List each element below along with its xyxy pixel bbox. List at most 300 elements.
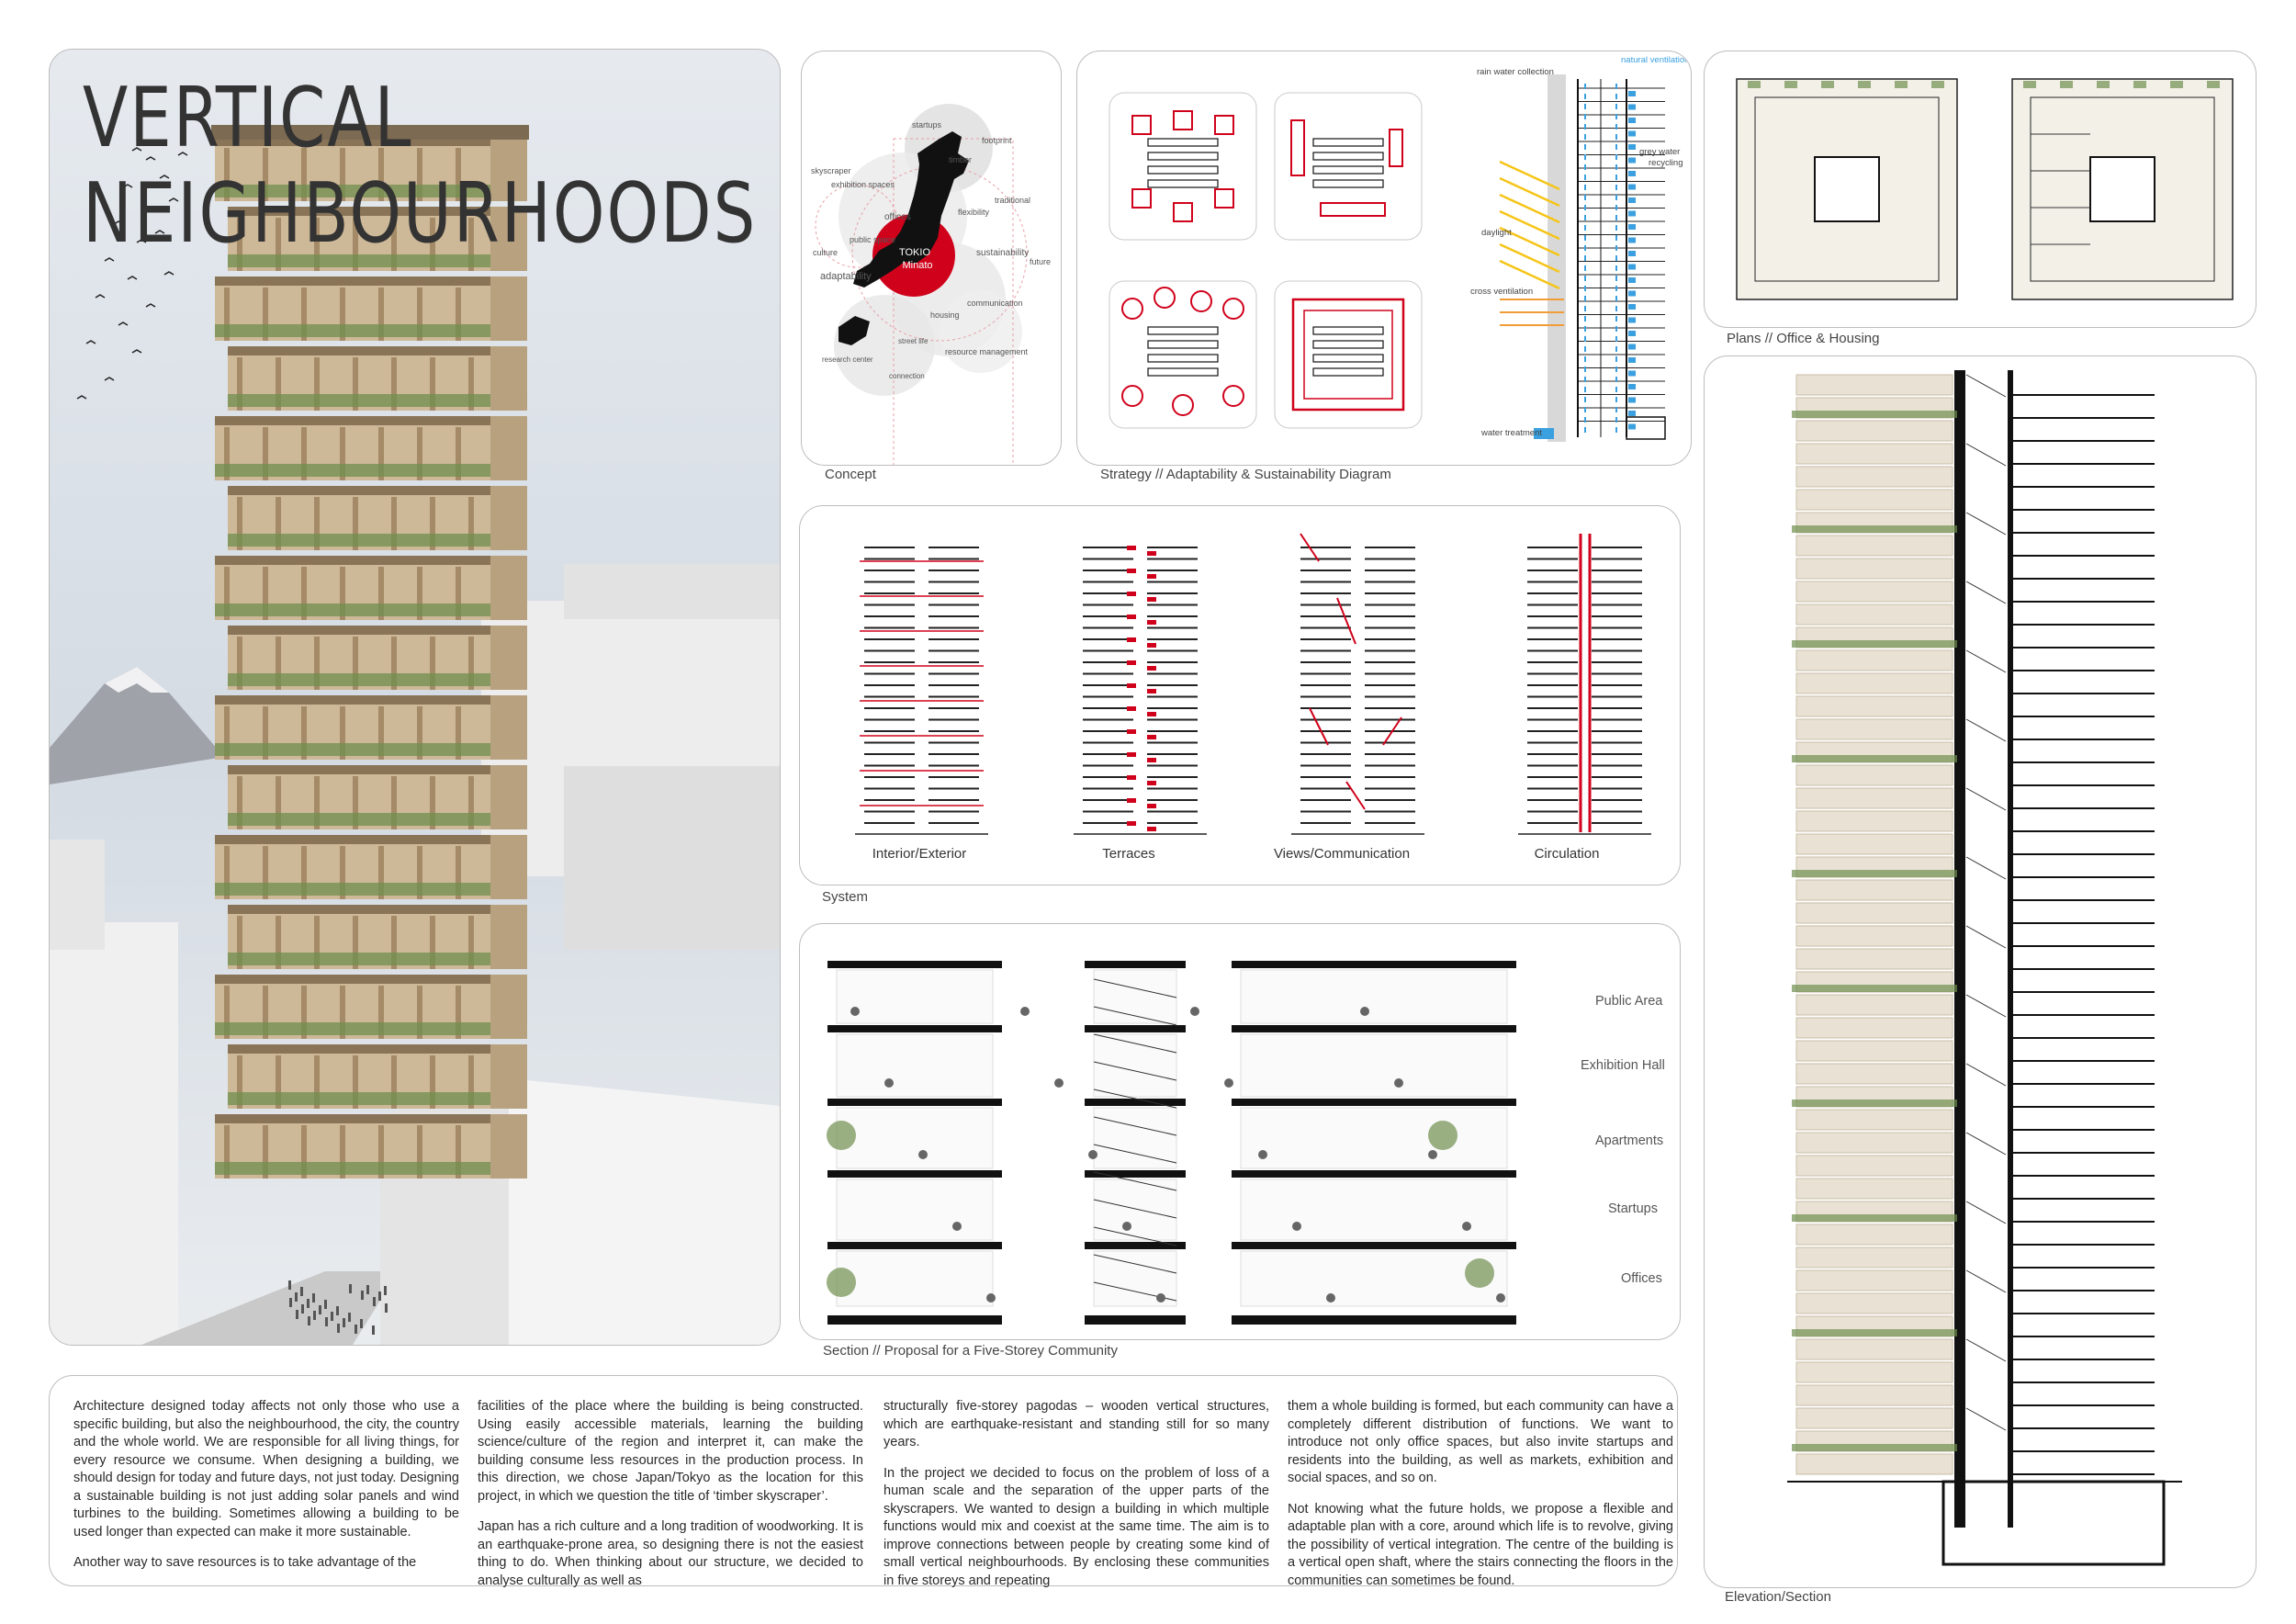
storey-slab bbox=[215, 276, 490, 286]
planter bbox=[215, 743, 490, 756]
paragraph: Not knowing what the future holds, we propose a flexible and adaptable plan with a core, around which life is to revolve, giving the possibility of vertical integration. The centre of the building is a vertical open shaft, where the stairs connecting the floors in the communities can sometimes be found. bbox=[1288, 1501, 1673, 1588]
pedestrian bbox=[295, 1292, 298, 1302]
water-mark bbox=[1628, 211, 1636, 217]
person bbox=[884, 1078, 894, 1088]
elevation-floor bbox=[1796, 1133, 1953, 1153]
concept-word: street life bbox=[898, 337, 929, 345]
planter bbox=[215, 324, 490, 337]
planter-mark bbox=[2097, 81, 2110, 88]
concept-word: communication bbox=[967, 299, 1023, 308]
water-mark bbox=[1628, 291, 1636, 297]
stair-flight bbox=[1966, 1133, 2006, 1155]
hero-render bbox=[49, 49, 781, 1346]
water-mark bbox=[1628, 251, 1636, 256]
concept-word: flexibility bbox=[958, 208, 990, 217]
pedestrian bbox=[319, 1305, 321, 1314]
elevation-floor bbox=[1796, 1408, 1953, 1428]
concept-word: exhibition spaces bbox=[831, 180, 895, 189]
tower-side bbox=[490, 765, 527, 829]
elevation-floor bbox=[1796, 995, 1953, 1015]
section-room bbox=[837, 1108, 993, 1168]
water-mark bbox=[1628, 371, 1636, 377]
storey-slab bbox=[228, 346, 490, 355]
pedestrian bbox=[373, 1297, 376, 1306]
person bbox=[1496, 1293, 1505, 1303]
terrace-mark bbox=[1127, 615, 1136, 619]
terrace-green bbox=[1792, 525, 1957, 533]
terrace-green bbox=[1792, 411, 1957, 418]
section-room bbox=[837, 970, 993, 1023]
elevation-floor bbox=[1796, 1362, 1953, 1382]
plant bbox=[1428, 1121, 1458, 1150]
terrace-mark bbox=[1147, 597, 1156, 602]
planter bbox=[228, 673, 490, 686]
stair-flight bbox=[1966, 1339, 2006, 1361]
pedestrian bbox=[343, 1318, 345, 1327]
terrace-green bbox=[1792, 985, 1957, 992]
elevation-floor bbox=[1796, 673, 1953, 694]
five-storey-section bbox=[800, 924, 1680, 1339]
pedestrian bbox=[378, 1291, 381, 1301]
function-label: Apartments bbox=[1595, 1133, 1664, 1148]
system-label-views: Views/Communication bbox=[1273, 846, 1411, 862]
paragraph: them a whole building is formed, but each community can have a completely different distribution of functions. We want to introduce not only office spaces, but also invite startups and residents into the building, as well as markets, exhibition and social spaces, and so on. bbox=[1288, 1399, 1673, 1485]
strategy-label: cross ventilation bbox=[1470, 287, 1534, 297]
system-panel bbox=[799, 505, 1681, 885]
pedestrian bbox=[349, 1284, 352, 1293]
water-mark bbox=[1628, 357, 1636, 363]
stair-flight bbox=[1966, 1064, 2006, 1086]
section-room bbox=[1094, 970, 1176, 1023]
storey-slab bbox=[215, 975, 490, 984]
section-slab bbox=[1085, 1242, 1186, 1249]
concept-word: culture bbox=[813, 248, 838, 257]
view-arrow bbox=[1346, 782, 1365, 809]
storey-slab bbox=[228, 486, 490, 495]
core-wall bbox=[1954, 370, 1965, 1528]
elevation-floor bbox=[1796, 444, 1953, 464]
function-label: Offices bbox=[1621, 1271, 1662, 1286]
elevation-floor bbox=[1796, 536, 1953, 556]
core-wall bbox=[2008, 370, 2013, 1528]
planter bbox=[215, 603, 490, 616]
system-caption: System bbox=[822, 889, 869, 905]
terrace-mark bbox=[1127, 637, 1136, 642]
terrace-mark bbox=[1147, 735, 1156, 739]
strategy-label: natural ventilation bbox=[1621, 55, 1690, 65]
water-mark bbox=[1628, 398, 1636, 403]
planter bbox=[228, 813, 490, 826]
terrace-mark bbox=[1147, 689, 1156, 694]
tower-side bbox=[490, 346, 527, 411]
elevation-floor bbox=[1796, 581, 1953, 602]
pedestrian bbox=[300, 1287, 303, 1296]
concept-word: footprint bbox=[982, 136, 1012, 145]
elevation-floor bbox=[1796, 421, 1953, 441]
person bbox=[1156, 1293, 1165, 1303]
pedestrian bbox=[289, 1298, 292, 1307]
elevation-floor bbox=[1796, 1156, 1953, 1176]
elevation-floor bbox=[1796, 1041, 1953, 1061]
concept-word: research center bbox=[822, 355, 873, 364]
elevation-floor bbox=[1796, 903, 1953, 923]
bird bbox=[86, 341, 96, 344]
concept-word: traditional bbox=[995, 196, 1031, 205]
planter bbox=[215, 1022, 490, 1035]
section-slab bbox=[1085, 1025, 1186, 1032]
section-slab bbox=[1085, 1099, 1186, 1106]
bird bbox=[96, 295, 105, 298]
terrace-mark bbox=[1147, 551, 1156, 556]
planter bbox=[228, 1092, 490, 1105]
person bbox=[1326, 1293, 1335, 1303]
concept-word: public space bbox=[850, 235, 896, 244]
elevation-floor bbox=[1796, 604, 1953, 625]
stair-flight bbox=[1966, 926, 2006, 948]
elevation-floor bbox=[1796, 490, 1953, 510]
terrace-green bbox=[1792, 755, 1957, 762]
concept-word: startups bbox=[912, 120, 942, 130]
concept-city: TOKIO bbox=[898, 247, 931, 258]
elevation-floor bbox=[1796, 811, 1953, 831]
pedestrian bbox=[348, 1313, 351, 1322]
concept-district: Minato bbox=[902, 260, 933, 271]
section-slab bbox=[1085, 1170, 1186, 1178]
planter-mark bbox=[2170, 81, 2183, 88]
text-column-2 bbox=[478, 1398, 863, 1603]
basement bbox=[1943, 1482, 2164, 1564]
function-label: Public Area bbox=[1595, 994, 1663, 1009]
person bbox=[986, 1293, 996, 1303]
section-slab bbox=[827, 1170, 1002, 1178]
section-slab bbox=[827, 1242, 1002, 1249]
paragraph: In the project we decided to focus on the problem of loss of a human scale and the separation of the upper parts of the skyscrapers. We wanted to design a building in which multiple functions would mix and coexist at the same time. The aim is to improve connections between people by creating some kind of small vertical neighbourhoods. By enclosing these communities in five storeys and repeating bbox=[884, 1465, 1269, 1588]
water-mark bbox=[1628, 185, 1636, 190]
terrace-mark bbox=[1147, 643, 1156, 648]
plans-panel bbox=[1704, 51, 2257, 328]
terrace-mark bbox=[1147, 827, 1156, 831]
water-mark bbox=[1628, 331, 1636, 336]
water-mark bbox=[1628, 197, 1636, 203]
stair-flight bbox=[1966, 444, 2006, 466]
water-mark bbox=[1628, 171, 1636, 176]
concept-panel bbox=[801, 51, 1062, 466]
person bbox=[1088, 1150, 1097, 1159]
section-slab bbox=[1232, 1242, 1516, 1249]
stair-flight bbox=[1966, 1270, 2006, 1292]
function-label: Exhibition Hall bbox=[1581, 1058, 1665, 1073]
elevation-floor bbox=[1796, 1270, 1953, 1291]
tower-side bbox=[490, 835, 527, 899]
elevation-floor bbox=[1796, 1385, 1953, 1405]
pedestrian bbox=[301, 1304, 304, 1314]
terrace-mark bbox=[1127, 775, 1136, 780]
section-room bbox=[1241, 1179, 1507, 1240]
planter-mark bbox=[2207, 81, 2220, 88]
bird bbox=[77, 396, 86, 399]
planter bbox=[228, 534, 490, 547]
strategy-label: grey water bbox=[1639, 147, 1681, 157]
water-mark bbox=[1628, 105, 1636, 110]
planter bbox=[215, 883, 490, 896]
bird bbox=[132, 350, 141, 353]
strategy-label: recycling bbox=[1649, 158, 1683, 168]
tower-side bbox=[490, 1114, 527, 1179]
plant bbox=[1465, 1258, 1494, 1288]
water-mark bbox=[1628, 238, 1636, 243]
elevation-floor bbox=[1796, 696, 1953, 716]
system-diagrams bbox=[800, 506, 1680, 885]
storey-slab bbox=[228, 765, 490, 774]
bird bbox=[164, 272, 174, 275]
bird bbox=[146, 304, 155, 307]
paragraph: Japan has a rich culture and a long tradition of woodworking. It is an earthquake-prone area, so designing there is not the easiest thing to do. When thinking about our structure, we decided to analyse culturally as well as bbox=[478, 1519, 863, 1588]
person bbox=[1292, 1222, 1301, 1231]
system-label-circulation: Circulation bbox=[1534, 846, 1600, 862]
tower-side bbox=[490, 1044, 527, 1109]
water-mark bbox=[1628, 91, 1636, 96]
storey-slab bbox=[215, 556, 490, 565]
pedestrian bbox=[312, 1293, 315, 1303]
section-slab bbox=[1232, 961, 1516, 968]
pedestrian bbox=[372, 1325, 375, 1335]
section-slab bbox=[1232, 1170, 1516, 1178]
stair-flight bbox=[1966, 719, 2006, 741]
strategy-panel bbox=[1076, 51, 1692, 466]
tower-side bbox=[490, 626, 527, 690]
function-label: Startups bbox=[1608, 1201, 1658, 1216]
elevation-floor bbox=[1796, 1224, 1953, 1245]
section-room bbox=[1094, 1179, 1176, 1240]
elevation-floor bbox=[1796, 1179, 1953, 1199]
stair-flight bbox=[1966, 1201, 2006, 1224]
person bbox=[1224, 1078, 1233, 1088]
stair-flight bbox=[1966, 375, 2006, 397]
elevation-floor bbox=[1796, 1018, 1953, 1038]
pedestrian bbox=[337, 1324, 340, 1333]
terrace-mark bbox=[1127, 706, 1136, 711]
pedestrian bbox=[288, 1280, 291, 1290]
section-panel bbox=[799, 923, 1681, 1340]
pedestrian bbox=[325, 1317, 328, 1326]
concept-word: skyscraper bbox=[811, 166, 851, 175]
concept-word: adaptability bbox=[820, 271, 872, 282]
bird bbox=[105, 378, 114, 380]
terrace-mark bbox=[1127, 821, 1136, 826]
person bbox=[1360, 1007, 1369, 1016]
strategy-label: water treatment bbox=[1481, 428, 1542, 438]
terrace-mark bbox=[1147, 666, 1156, 671]
section-room bbox=[837, 1034, 993, 1097]
text-column-4 bbox=[1288, 1398, 1673, 1603]
stair-flight bbox=[1966, 581, 2006, 603]
system-label-terraces: Terraces bbox=[1102, 846, 1155, 862]
terrace-mark bbox=[1147, 781, 1156, 785]
terrace-mark bbox=[1147, 758, 1156, 762]
text-column-3 bbox=[884, 1398, 1269, 1603]
terrace-green bbox=[1792, 640, 1957, 648]
pedestrian bbox=[355, 1325, 357, 1334]
section-ground bbox=[1085, 1315, 1186, 1325]
terrace-mark bbox=[1127, 592, 1136, 596]
storey-slab bbox=[228, 905, 490, 914]
view-arrow bbox=[1310, 708, 1328, 745]
elevation-floor bbox=[1796, 650, 1953, 671]
tower-side bbox=[490, 905, 527, 969]
water-mark bbox=[1628, 424, 1636, 430]
plans-caption: Plans // Office & Housing bbox=[1727, 331, 1880, 346]
concept-word: housing bbox=[930, 310, 960, 320]
bird bbox=[118, 322, 128, 325]
terrace-mark bbox=[1127, 683, 1136, 688]
elevation-floor bbox=[1796, 880, 1953, 900]
tower-side bbox=[490, 975, 527, 1039]
person bbox=[918, 1150, 928, 1159]
terrace-mark bbox=[1147, 712, 1156, 716]
strategy-label: rain water collection bbox=[1477, 67, 1554, 77]
section-caption: Section // Proposal for a Five-Storey Community bbox=[823, 1343, 1118, 1359]
stair-flight bbox=[1966, 995, 2006, 1017]
pedestrian bbox=[313, 1311, 316, 1320]
tower-side bbox=[490, 695, 527, 760]
section-slab bbox=[1085, 961, 1186, 968]
elevation-floor bbox=[1796, 926, 1953, 946]
planter-mark bbox=[1784, 81, 1797, 88]
paragraph: structurally five-storey pagodas – wooden vertical structures, which are earthquake-resistant and standing still for so many years. bbox=[884, 1399, 1269, 1449]
planter-mark bbox=[1748, 81, 1761, 88]
concept-caption: Concept bbox=[825, 467, 876, 482]
storey-slab bbox=[228, 1044, 490, 1054]
terrace-mark bbox=[1127, 752, 1136, 757]
elevation-section-drawing bbox=[1705, 356, 2256, 1587]
pedestrian bbox=[324, 1300, 327, 1309]
planter bbox=[228, 953, 490, 965]
elevation-floor bbox=[1796, 1110, 1953, 1130]
system-label-interior-exterior: Interior/Exterior bbox=[872, 846, 967, 862]
pedestrian bbox=[361, 1291, 364, 1300]
planter-mark bbox=[2060, 81, 2073, 88]
project-title: VERTICAL NEIGHBOURHOODS bbox=[83, 70, 758, 262]
terrace-mark bbox=[1127, 546, 1136, 550]
water-mark bbox=[1628, 265, 1636, 270]
terrace-green bbox=[1792, 1329, 1957, 1336]
paragraph: Another way to save resources is to take advantage of the bbox=[73, 1555, 417, 1570]
tower-side bbox=[490, 416, 527, 480]
elevation-floor bbox=[1796, 467, 1953, 487]
tower-side bbox=[490, 276, 527, 341]
section-room bbox=[1241, 1108, 1507, 1168]
pedestrian bbox=[308, 1316, 310, 1325]
person bbox=[1054, 1078, 1064, 1088]
water-mark bbox=[1628, 224, 1636, 230]
section-slab bbox=[827, 961, 1002, 968]
pedestrian bbox=[331, 1312, 333, 1321]
plan-core bbox=[2090, 157, 2155, 221]
terrace-green bbox=[1792, 1100, 1957, 1107]
water-mark bbox=[1628, 318, 1636, 323]
water-mark bbox=[1628, 277, 1636, 283]
planter-mark bbox=[2023, 81, 2036, 88]
text-column-1 bbox=[73, 1398, 459, 1585]
elevation-floor bbox=[1796, 375, 1953, 395]
stair-flight bbox=[1966, 1408, 2006, 1430]
concept-word: connection bbox=[889, 372, 925, 380]
terrace-mark bbox=[1127, 660, 1136, 665]
water-mark bbox=[1628, 304, 1636, 310]
terrace-mark bbox=[1147, 804, 1156, 808]
section-slab bbox=[827, 1099, 1002, 1106]
person bbox=[952, 1222, 962, 1231]
elevation-floor bbox=[1796, 949, 1953, 969]
storey-slab bbox=[215, 416, 490, 425]
terrace-mark bbox=[1127, 798, 1136, 803]
elevation-floor bbox=[1796, 1454, 1953, 1474]
section-slab bbox=[827, 1025, 1002, 1032]
section-room bbox=[1094, 1108, 1176, 1168]
concept-word: resource management bbox=[945, 347, 1029, 356]
elevation-floor bbox=[1796, 1247, 1953, 1268]
concept-word: offices bbox=[884, 212, 911, 222]
planter-mark bbox=[1858, 81, 1871, 88]
water-mark bbox=[1628, 144, 1636, 150]
strategy-label: daylight bbox=[1481, 228, 1512, 238]
section-slab bbox=[1232, 1099, 1516, 1106]
strategy-caption: Strategy // Adaptability & Sustainability Diagram bbox=[1100, 467, 1391, 482]
terrace-mark bbox=[1147, 574, 1156, 579]
water-mark bbox=[1628, 344, 1636, 350]
concept-word: timber bbox=[949, 155, 973, 164]
tower-side bbox=[490, 486, 527, 550]
water-mark bbox=[1628, 384, 1636, 389]
section-room bbox=[1241, 970, 1507, 1023]
section-ground bbox=[827, 1315, 1002, 1325]
storey-slab bbox=[228, 626, 490, 635]
terrace-green bbox=[1792, 1444, 1957, 1451]
elevation-floor bbox=[1796, 765, 1953, 785]
section-room bbox=[837, 1251, 993, 1306]
storey-slab bbox=[215, 1114, 490, 1123]
sustainability-section bbox=[1500, 74, 1665, 442]
section-room bbox=[837, 1179, 993, 1240]
elevation-floor bbox=[1796, 1339, 1953, 1359]
plan-core bbox=[1815, 157, 1879, 221]
bird bbox=[128, 276, 137, 279]
concept-word: future bbox=[1030, 257, 1052, 266]
person bbox=[1258, 1150, 1267, 1159]
stair-flight bbox=[1966, 788, 2006, 810]
elevation-floor bbox=[1796, 558, 1953, 579]
terrace-mark bbox=[1147, 620, 1156, 625]
person bbox=[1190, 1007, 1199, 1016]
water-mark bbox=[1628, 158, 1636, 164]
water-mark bbox=[1628, 131, 1636, 137]
elevation-floor bbox=[1796, 1064, 1953, 1084]
stair-flight bbox=[1966, 857, 2006, 879]
water-mark bbox=[1628, 411, 1636, 416]
section-ground bbox=[1232, 1315, 1516, 1325]
paragraph: facilities of the place where the building is being constructed. Using easily accessible materials, learning the building science/culture of the region and interpret it, can make the building consume less resources in the production process. In this direction, we chose Japan/Tokyo as the location for this project, in which we question the title of ‘timber skyscraper’. bbox=[478, 1399, 863, 1504]
timber-tower bbox=[211, 125, 529, 1179]
planter-mark bbox=[1895, 81, 1908, 88]
person bbox=[1462, 1222, 1471, 1231]
plant bbox=[827, 1121, 856, 1150]
tower-side bbox=[490, 556, 527, 620]
planter bbox=[215, 464, 490, 477]
elevation-floor bbox=[1796, 1293, 1953, 1314]
pedestrian bbox=[385, 1303, 388, 1313]
floor-plans bbox=[1705, 51, 2256, 327]
concept-diagram bbox=[802, 51, 1061, 465]
